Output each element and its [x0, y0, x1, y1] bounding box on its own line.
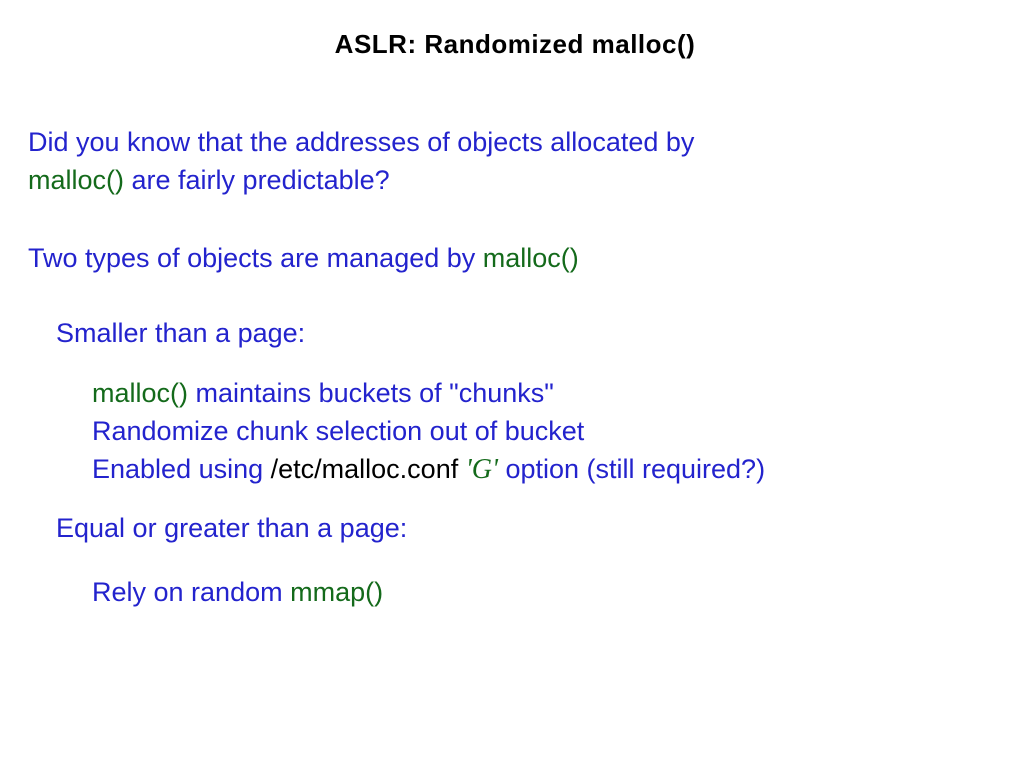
equal-details	[92, 573, 1004, 611]
code-mmap: mmap()	[290, 577, 384, 607]
text-line	[92, 374, 1004, 412]
code-malloc-conf-path: /etc/malloc.conf	[270, 454, 459, 484]
text-line	[56, 509, 1004, 547]
code-malloc: malloc()	[92, 378, 189, 408]
text-segment: Rely on random	[92, 577, 291, 607]
text-segment: Did you know that the addresses of objects allocated by	[28, 127, 695, 157]
code-malloc: malloc()	[482, 243, 579, 273]
slide-title: ASLR: Randomized malloc()	[334, 29, 696, 59]
text-segment: Randomize chunk selection out of bucket	[92, 416, 585, 446]
code-malloc: malloc()	[28, 165, 125, 195]
code-option-g: 'G'	[465, 454, 498, 485]
text-segment: Enabled using	[92, 454, 271, 484]
text-line	[92, 412, 1004, 450]
smaller-heading	[56, 314, 1004, 352]
text-segment: option (still required?)	[497, 454, 766, 484]
text-line	[28, 161, 1004, 199]
text-segment	[458, 454, 466, 484]
text-segment: Smaller than a page:	[56, 318, 306, 348]
text-segment: Equal or greater than a page:	[56, 513, 408, 543]
text-line	[92, 450, 1004, 489]
text-segment: maintains buckets of "chunks"	[188, 378, 554, 408]
text-line	[92, 573, 1004, 611]
two-types-line	[28, 239, 1004, 277]
slide-body	[26, 123, 1004, 611]
text-line	[28, 239, 1004, 277]
text-line	[56, 314, 1004, 352]
smaller-details	[92, 374, 1004, 489]
text-segment: are fairly predictable?	[124, 165, 390, 195]
text-line	[28, 123, 1004, 161]
intro-paragraph	[28, 123, 1004, 199]
text-segment: Two types of objects are managed by	[28, 243, 483, 273]
equal-heading	[56, 509, 1004, 547]
